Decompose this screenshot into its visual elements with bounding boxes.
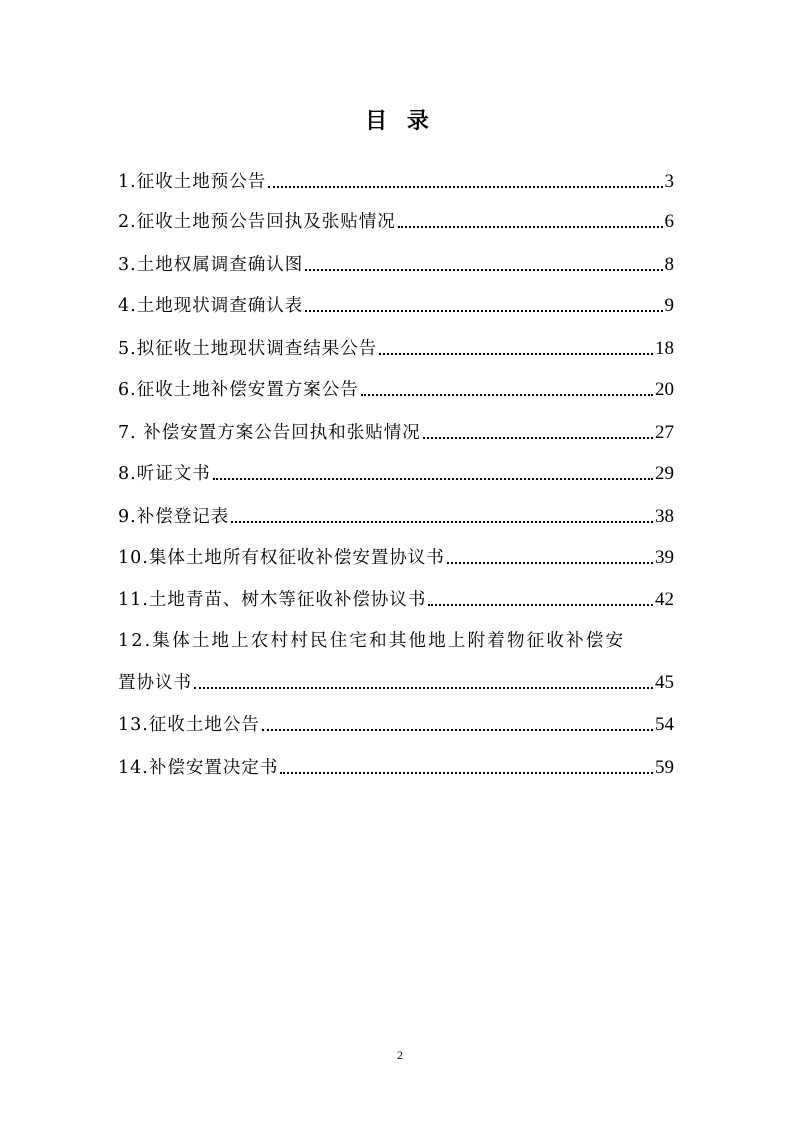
toc-entry[interactable] xyxy=(118,252,674,278)
toc-entry-label: 1.征收土地预公告 xyxy=(118,172,267,192)
toc-entry-page: 45 xyxy=(655,672,674,693)
toc-entry-label: 5.拟征收土地现状调查结果公告 xyxy=(118,339,378,359)
toc-entry-label: 6.征收土地补偿安置方案公告 xyxy=(118,380,359,400)
toc-entry-label: 10.集体土地所有权征收补偿安置协议书 xyxy=(118,548,445,568)
toc-entry[interactable] xyxy=(118,504,674,530)
toc-entry[interactable] xyxy=(118,420,674,446)
toc-entry-label: 2.征收土地预公告回执及张贴情况 xyxy=(118,212,396,232)
dot-leader xyxy=(262,729,653,731)
toc-entry[interactable] xyxy=(118,336,674,362)
dot-leader xyxy=(305,269,662,271)
toc-entry-label: 置协议书 xyxy=(118,673,192,693)
dot-leader xyxy=(423,437,653,439)
toc-entry-page: 39 xyxy=(655,547,674,568)
toc-entry[interactable] xyxy=(118,755,674,781)
dot-leader xyxy=(361,394,653,396)
dot-leader xyxy=(428,604,653,606)
dot-leader xyxy=(231,521,653,523)
dot-leader xyxy=(280,772,653,774)
toc-entry[interactable] xyxy=(118,670,674,696)
toc-entry-label: 7. 补偿安置方案公告回执和张贴情况 xyxy=(118,423,421,443)
toc-entry-label: 4.土地现状调查确认表 xyxy=(118,296,304,316)
toc-entry-label[interactable]: 12.集体土地上农村村民住宅和其他地上附着物征收补偿安 xyxy=(118,631,626,651)
dot-leader xyxy=(447,562,653,564)
dot-leader xyxy=(398,226,663,228)
dot-leader xyxy=(305,310,662,312)
toc-entry-page: 20 xyxy=(655,379,674,400)
toc-entry[interactable] xyxy=(118,712,674,738)
toc-entry-page: 59 xyxy=(655,757,674,778)
toc-entry[interactable] xyxy=(118,545,674,571)
toc-entry-page: 27 xyxy=(655,422,674,443)
page-title: 目 录 xyxy=(365,109,435,134)
toc-entry-label: 8.听证文书 xyxy=(118,464,211,484)
dot-leader xyxy=(268,186,662,188)
toc-entry-page: 54 xyxy=(655,714,674,735)
toc-entry-label: 14.补偿安置决定书 xyxy=(118,758,279,778)
toc-entry[interactable] xyxy=(118,377,674,403)
page-number: 2 xyxy=(397,1048,403,1062)
toc-entry-page: 42 xyxy=(655,589,674,610)
toc-entry-page: 38 xyxy=(655,506,674,527)
toc-entry-label: 3.土地权属调查确认图 xyxy=(118,255,304,275)
toc-entry-label: 13.征收土地公告 xyxy=(118,715,260,735)
toc-entry[interactable] xyxy=(118,587,674,613)
toc-entry[interactable] xyxy=(118,461,674,487)
toc-entry-page: 18 xyxy=(655,338,674,359)
toc-entry-page: 9 xyxy=(664,295,674,316)
dot-leader xyxy=(379,353,653,355)
toc-entry-page: 3 xyxy=(664,171,674,192)
toc-entry-label: 9.补偿登记表 xyxy=(118,507,230,527)
dot-leader xyxy=(194,687,653,689)
toc-entry-page: 29 xyxy=(655,463,674,484)
toc-entry[interactable] xyxy=(118,293,674,319)
toc-entry-page: 6 xyxy=(664,211,674,232)
toc-entry[interactable] xyxy=(118,209,674,235)
toc-entry[interactable] xyxy=(118,169,674,195)
toc-entry-label: 11.土地青苗、树木等征收补偿协议书 xyxy=(118,590,427,610)
toc-entry-page: 8 xyxy=(664,254,674,275)
dot-leader xyxy=(213,478,653,480)
